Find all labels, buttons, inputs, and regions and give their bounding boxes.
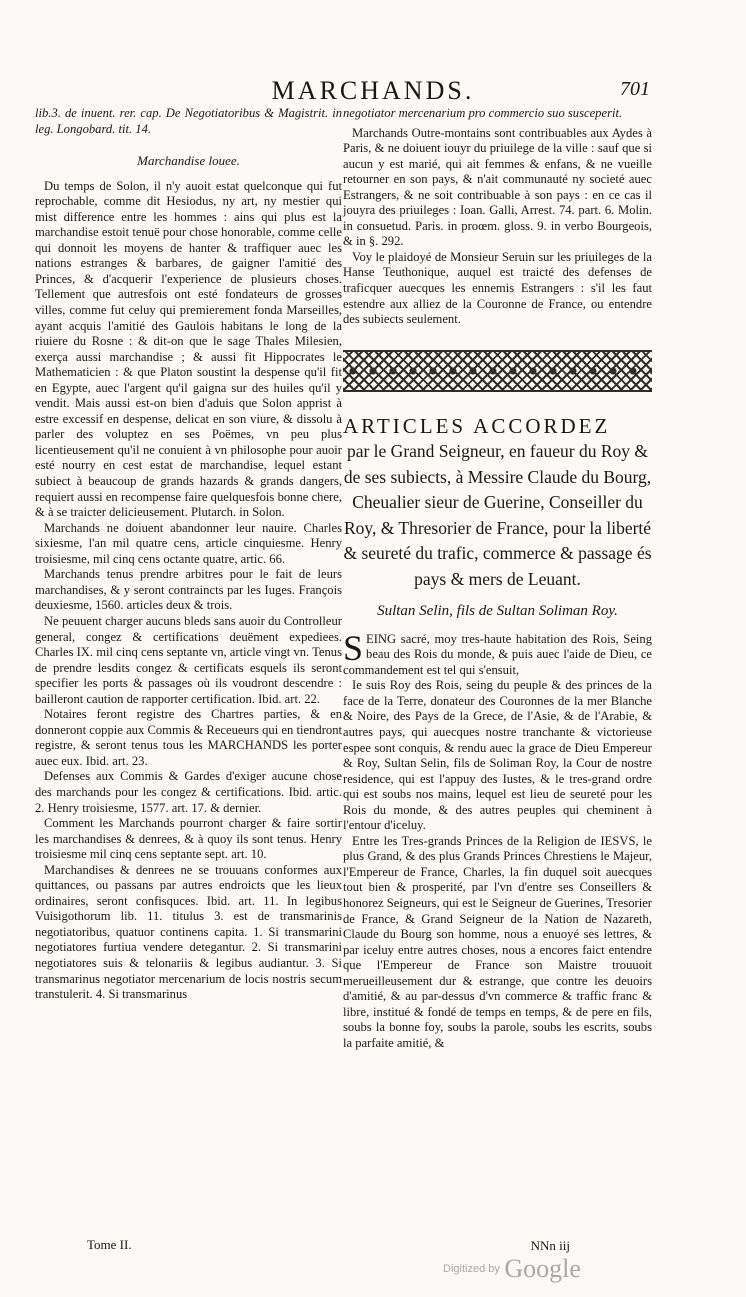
google-logo: Google [504, 1254, 581, 1283]
right-column [343, 106, 652, 1051]
paragraph: Du temps de Solon, il n'y auoit estat quelconque qui fut reprochable, comme dit Hesiodus, ny art, ny mestier qui mist difference entre les hommes : ains qui plus est la marchandise estoit tenuë pour chose honorable, comme celle qui donnoit les moyens de hanter & traffiquer auec les nations estranges & barbares, de gaigner l'amitié des Princes, & d'acquerir l'experience de plusieurs choses. Tellement que autresfois ont esté fondateurs de grosses villes, comme fut celuy qui premierement fonda Marseilles, ayant acquis l'amitié des Gaulois habitans le long de la riuiere du Rosne : & dit-on que le sage Thales Milesien, exerça aussi marchandise ; & aussi fit Hippocrates le Mathematicien : & que Platon soustint la despense qu'il fit en Egypte, auec l'argent qu'il gaigna sur des huiles qu'il y vendit. Mais aussi est-on bien d'aduis que Solon apprist à estre excessif en despense, delicat en son viure, & dissolu à parler des voluptez en ses Poëmes, vn peu plus licentieusement qu'il ne conuient à vn philosophe pour auoir esté nourry en cest estat de marchandise, lequel estant subiect à beaucoup de grands hazards & grands dangers, requiert aussi en recompense faire quelquesfois bonne chere, & à se traicter delicieusement. Plutarch. in Solon. [35, 178, 342, 520]
dropcap-text: EING sacré, moy tres-haute habitation des Rois, Seing beau des Rois du monde, & puis auec l'aide de Dieu, ce commandement est tel qui s'ensuit, [343, 631, 652, 677]
top-reference: negotiator mercenarium pro commercio suo susceperit. [343, 106, 623, 120]
volume-label: Tome II. [87, 1237, 132, 1252]
digitized-watermark [443, 1254, 581, 1284]
paragraph: Ne peuuent charger aucuns bleds sans auoir du Controlleur general, congez & certifications deuëment expediees. Charles IX. mil cinq cens septante vn, article vingt vn. Tenus de prendre lesdits congez & certificats esquels ils seront specifier les ports & passages où ils voudront descendre : bailleront caution de rapporter certification. Ibid. art. 22. [35, 613, 343, 706]
running-header [0, 76, 746, 106]
paragraph: Defenses aux Commis & Gardes d'exiger aucune chose des marchands pour les congez & certifications. Ibid. artic. 2. Henry troisiesme, 1577. art. 17. & dernier. [35, 769, 342, 815]
drop-cap-letter: S [343, 627, 364, 668]
signature-mark: NNn iij [530, 1238, 570, 1253]
articles-title [343, 414, 652, 593]
sultan-heading: Sultan Selin, fils de Sultan Soliman Roy. [377, 603, 618, 620]
articles-title-first-line: ARTICLES ACCORDEZ [343, 413, 611, 438]
paragraph: Comment les Marchands pourront charger & faire sortir les marchandises & denrees, & à quoy ils sont tenus. Henry troisiesme mil cinq cens septante sept. art. 10. [35, 816, 342, 862]
paragraph-dropcap [343, 627, 652, 679]
paragraph: Notaires feront registre des Chartres parties, & en donneront coppie aux Commis & Receueurs qui en tiendront registre, & seront tenus tous les MARCHANDS les porter auec eux. Ibid. art. 23. [35, 707, 342, 768]
paragraph: Entre les Tres-grands Princes de la Religion de IESVS, le plus Grand, & des plus Grands Princes Chrestiens le Majeur, l'Empereur de France, Charles, la fin duquel soit auecques tout bien & prosperité, par l'vn d'entre ses Conseillers & honorez Seigneurs, qui est le Seigneur de Guerines, Tresorier de France, & Grand Seigneur de la Nation de Nazareth, Claude du Bourg son homme, nous a enuoyé ses lettres, & par iceluy entre autres choses, nous a encores faict entendre que l'Empereur de France son Maistre trouuoit merueilleusement dur & estrange, que contre les deuoirs d'amitié, & au par-dessus d'vn commerce & traffic franc & libre, institué & fondé de temps en temps, & de pere en fils, soubs la bonne foy, soubs la parole, soubs les escrits, soubs la parfaite amitié, & [343, 833, 652, 1050]
articles-title-rest: par le Grand Seigneur, en faueur du Roy & de ses subiects, à Messire Claude du Bourg, Cheualier sieur de Guerine, Conseiller du Roy, & Thresorier de France, pour la liberté & seureté du trafic, commerce & passage és pays & mers de Leuant. [343, 441, 652, 589]
paragraph: Marchands Outre-montains sont contribuables aux Aydes à Paris, & ne doiuent iouyr du priuilege de la ville : sauf que si aucun y est marié, qui ait femmes & enfans, & ne vueille retourner en son pays, & n'ait communauté ny societé auec Estrangers, & ne soit contribuable à son pays : en ce cas il jouyra des priuileges : Ioan. Galli, Arrest. 74. part. 6. Molin. in consuetud. Paris. in proœm. gloss. 9. in verbo Bourgeois, & in §. 292. [343, 125, 652, 249]
paragraph: Marchandises & denrees ne se trouuans conformes aux quittances, ou passans par autres endroicts que les lieux ordinaires, seront confisquces. Ibid. art. 11. In legibus Vuisigothorum lib. 11. titulus 3. est de transmarinis negotiatoribus, quatuor continens capita. 1. Si transmarini negotiatores furtiua vendere detegantur. 2. Si transmarini negotiatores suis & telonariis & legibus audiantur. 3. Si transmarinus negotiator mercenarium de locis nostris secum transtulerit. 4. Si transmarinus [35, 862, 342, 1002]
paragraph: Marchands ne doiuent abandonner leur nauire. Charles sixiesme, l'an mil quatre cens, article cinquiesme. Henry troisiesme, mil cinq cens octante quatre, artic. 66. [35, 520, 342, 566]
section-heading: Marchandise louee. [137, 153, 240, 169]
running-title: MARCHANDS. [271, 76, 475, 105]
left-column [35, 106, 342, 1003]
paragraph: Voy le plaidoyé de Monsieur Seruin sur les priuileges de la Hanse Teuthonique, auquel est traicté des defenses de traficquer auecques les ennemis Estrangers : s'il les faut estendre aux alliez de la Couronne de France, ou entendre des subiects seulement. [343, 249, 652, 327]
top-reference: lib.3. de inuent. rer. cap. De Negotiatoribus & Magistrit. in leg. Longobard. tit. 14. [35, 106, 342, 136]
watermark-prefix: Digitized by [443, 1263, 500, 1275]
page-number: 701 [620, 78, 650, 100]
paragraph: Ie suis Roy des Rois, seing du peuple & des princes de la face de la Terre, donateur des Couronnes de la mer Blanche & Noire, des Pays de la Grece, de l'Asie, & de l'Arabie, & autres pays, qui auecques nostre tranchante & victorieuse espee sont conquis, & rendu auec la grace de Dieu Empereur & Roy, Sultan Selin, fils de Soliman Roy, la Cour de nostre residence, qui est l'appuy des Iustes, & le tres-grand ordre qui est soubs nos mains, lequel est lieu de seureté pour les Rois du monde, & des autres peuples qui cheminent à l'entour d'iceluy. [343, 678, 652, 833]
paragraph: Marchands tenus prendre arbitres pour le fait de leurs marchandises, & y seront contraincts par les Iuges. François deuxiesme, 1560. articles deux & trois. [35, 567, 342, 613]
ornamental-band [343, 350, 652, 392]
